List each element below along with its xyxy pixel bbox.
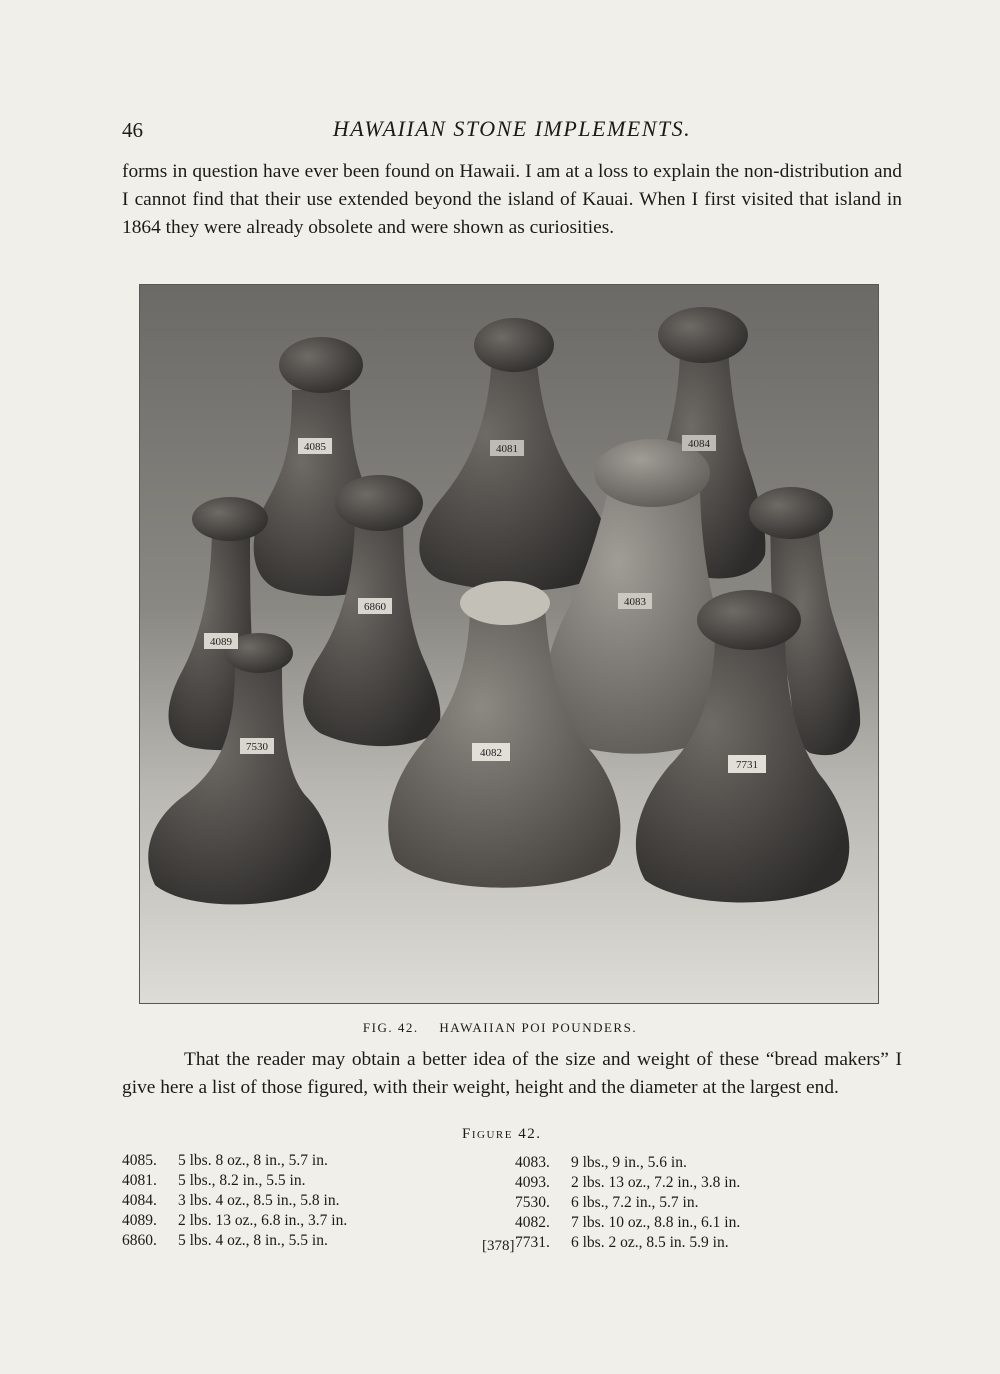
spec-number: 4081. xyxy=(122,1172,157,1189)
figure-caption xyxy=(0,1020,1000,1036)
tag-6860 xyxy=(358,598,392,614)
list-heading: Figure 42. xyxy=(462,1126,542,1142)
figure-42-photograph xyxy=(139,284,879,1004)
svg-text:6860: 6860 xyxy=(364,601,386,613)
tag-4083 xyxy=(618,593,652,609)
spec-details: 5 lbs. 8 oz., 8 in., 5.7 in. xyxy=(178,1152,328,1169)
svg-text:7530: 7530 xyxy=(246,741,268,753)
spec-row xyxy=(515,1233,740,1253)
spec-number: 4085. xyxy=(122,1152,157,1169)
spec-row xyxy=(515,1153,740,1173)
spec-number: 7731. xyxy=(515,1234,550,1251)
spec-row xyxy=(515,1213,740,1233)
spec-details: 5 lbs., 8.2 in., 5.5 in. xyxy=(178,1172,306,1189)
specs-list-right xyxy=(515,1153,740,1253)
spec-details: 2 lbs. 13 oz., 7.2 in., 3.8 in. xyxy=(571,1174,741,1191)
spec-row xyxy=(515,1193,740,1213)
body-paragraph-2: That the reader may obtain a better idea of the size and weight of these “bread makers” I give here a list of those figured, with their weight, height and the diameter at the largest end. xyxy=(122,1049,902,1098)
svg-text:4089: 4089 xyxy=(210,636,232,648)
spec-details: 6 lbs., 7.2 in., 5.7 in. xyxy=(571,1194,699,1211)
page-number: 46 xyxy=(122,118,143,142)
spec-number: 4093. xyxy=(515,1174,550,1191)
tag-4089 xyxy=(204,633,238,649)
poi-pounders-image xyxy=(140,285,878,1003)
spec-details: 7 lbs. 10 oz., 8.8 in., 6.1 in. xyxy=(571,1214,741,1231)
spec-row xyxy=(515,1173,740,1193)
spec-number: 7530. xyxy=(515,1194,550,1211)
spec-row xyxy=(122,1231,347,1251)
running-title: HAWAIIAN STONE IMPLEMENTS. xyxy=(332,116,692,141)
spec-row xyxy=(122,1151,347,1171)
figure-title: HAWAIIAN POI POUNDERS. xyxy=(439,1020,638,1035)
body-paragraph-1: forms in question have ever been found on Hawaii. I am at a loss to explain the non-distribution and I cannot find that their use extended beyond the island of Kauai. When I first visited that island in 1864 they were already obsolete and were shown as curiosities. xyxy=(122,161,902,238)
spec-row xyxy=(122,1191,347,1211)
spec-details: 2 lbs. 13 oz., 6.8 in., 3.7 in. xyxy=(178,1212,348,1229)
spec-row xyxy=(122,1171,347,1191)
spec-details: 5 lbs. 4 oz., 8 in., 5.5 in. xyxy=(178,1232,328,1249)
spec-details: 6 lbs. 2 oz., 8.5 in. 5.9 in. xyxy=(571,1234,729,1251)
svg-text:4082: 4082 xyxy=(480,747,502,759)
figure-number: FIG. 42. xyxy=(362,1020,419,1035)
svg-text:4081: 4081 xyxy=(496,443,518,455)
spec-row xyxy=(122,1211,347,1231)
svg-text:7731: 7731 xyxy=(736,759,758,771)
svg-text:4085: 4085 xyxy=(304,441,326,453)
spec-number: 4082. xyxy=(515,1214,550,1231)
spec-number: 4083. xyxy=(515,1154,550,1171)
pounder-7530 xyxy=(148,633,331,904)
svg-text:4083: 4083 xyxy=(624,596,646,608)
spec-details: 3 lbs. 4 oz., 8.5 in., 5.8 in. xyxy=(178,1192,340,1209)
tag-4081 xyxy=(490,440,524,456)
svg-text:4084: 4084 xyxy=(688,438,710,450)
tag-4084 xyxy=(682,435,716,451)
spec-number: 4084. xyxy=(122,1192,157,1209)
spec-number: 4089. xyxy=(122,1212,157,1229)
running-head xyxy=(122,116,902,148)
tag-7530 xyxy=(240,738,274,754)
spec-details: 9 lbs., 9 in., 5.6 in. xyxy=(571,1154,687,1171)
tag-4082 xyxy=(472,743,510,761)
spec-number: 6860. xyxy=(122,1232,157,1249)
folio-number: [378] xyxy=(482,1238,515,1254)
tag-7731 xyxy=(728,755,766,773)
specs-list-left xyxy=(122,1151,347,1251)
tag-4085 xyxy=(298,438,332,454)
